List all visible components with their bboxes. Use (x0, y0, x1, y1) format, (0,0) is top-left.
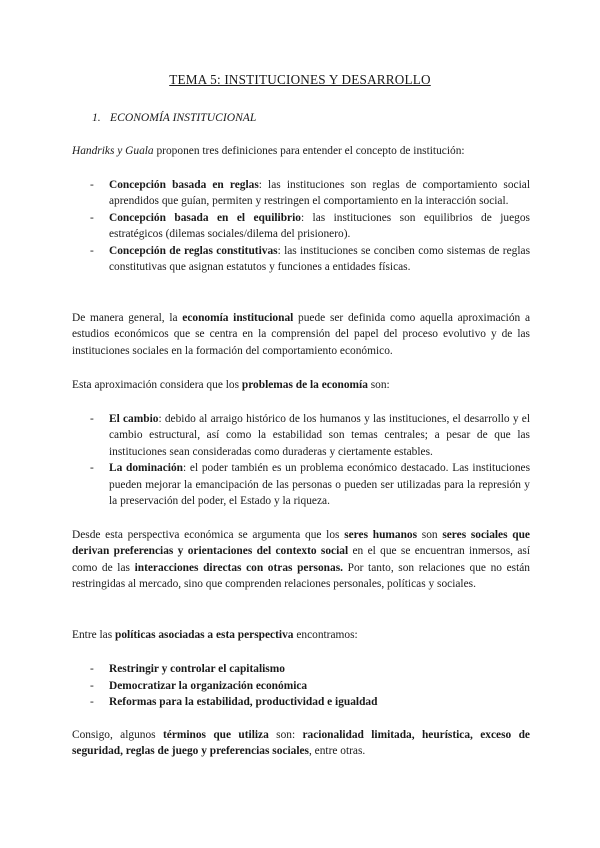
terms-bold-1: términos que utiliza (162, 729, 269, 741)
section-heading-text: ECONOMÍA INSTITUCIONAL (110, 111, 257, 124)
policies-intro-post: encontramos: (293, 629, 358, 641)
humans-text-3: en el que se encuentran inmersos, así como de las (72, 545, 530, 574)
problem-text: : el poder también es un problema económico destacado. Las instituciones pueden mejorar la emancipación de las personas o pueden ser utilizadas para la represión y la preservación del poder, el Estado y la riqueza. (109, 462, 531, 508)
problem-term: El cambio (109, 413, 159, 425)
definition-text: : las instituciones se conciben como sistemas de reglas constitutivas que asignan estatutos y funciones a entidades físicas. (109, 245, 531, 274)
policies-intro-bold: políticas asociadas a esta perspectiva (115, 629, 294, 641)
general-text-pre: De manera general, la (72, 312, 183, 324)
problems-intro-bold: problemas de la economía (241, 379, 368, 391)
problems-intro-post: son: (367, 379, 390, 391)
humans-bold-1: seres humanos (344, 529, 418, 541)
policies-list (72, 661, 530, 711)
general-bold: economía institucional (182, 312, 294, 324)
list-dash: - (90, 212, 94, 224)
problems-intro-paragraph (72, 377, 530, 393)
list-dash: - (90, 413, 94, 425)
terms-paragraph (72, 727, 530, 760)
definition-term: Concepción de reglas constitutivas (109, 245, 278, 257)
list-item (72, 243, 530, 276)
list-dash: - (90, 663, 94, 675)
humans-bold-3: interacciones directas con otras personas. (134, 561, 343, 574)
policy-item: Democratizar la organización económica (109, 679, 308, 692)
section-heading (92, 110, 256, 126)
problem-term: La dominación (109, 462, 183, 475)
list-dash: - (90, 245, 94, 257)
policy-item: Restringir y controlar el capitalismo (109, 663, 285, 675)
section-number: 1. (92, 111, 101, 124)
intro-text: proponen tres definiciones para entender el concepto de institución: (153, 145, 465, 157)
problems-list (72, 411, 530, 510)
problem-text: : debido al arraigo histórico de los humanos y las instituciones, el desarrollo y el cambio estructural, así como la estabilidad son temas centrales; a pesar de que las instituciones sean consideradas como duraderas y ciertamente estables. (109, 413, 530, 458)
terms-text-post: , entre otras. (308, 745, 366, 758)
intro-authors: Handriks y Guala (72, 145, 154, 157)
list-item (72, 460, 530, 509)
page-title: TEMA 5: INSTITUCIONES Y DESARROLLO (169, 72, 431, 87)
list-item (72, 177, 530, 210)
humans-paragraph (72, 527, 530, 593)
list-item (72, 411, 530, 460)
list-dash: - (90, 179, 94, 191)
definition-term: Concepción basada en el equilibrio (109, 212, 301, 224)
general-paragraph (72, 310, 530, 359)
list-item (72, 694, 530, 710)
policies-intro-paragraph (72, 627, 530, 643)
list-item (72, 678, 530, 694)
humans-text-4: Por tanto, son relaciones que no están restringidas al mercado, sino que comprenden relaciones personales, políticas y sociales. (72, 561, 530, 591)
general-text-post: puede ser definida como aquella aproximación a estudios económicos que se centra en la comprensión del papel del proceso evolutivo y de las instituciones sociales en la formación del comportamiento económico. (72, 312, 531, 357)
list-dash: - (90, 696, 94, 709)
list-item (72, 210, 530, 243)
definitions-list (72, 177, 530, 276)
problems-intro-pre: Esta aproximación considera que los (72, 379, 242, 391)
terms-text-pre: Consigo, algunos (72, 729, 163, 741)
policy-item: Reformas para la estabilidad, productividad e igualdad (109, 696, 378, 709)
terms-text-mid: son: (268, 729, 303, 741)
intro-paragraph (72, 143, 530, 159)
list-dash: - (90, 462, 94, 475)
humans-text-2: son (417, 529, 443, 541)
list-dash: - (90, 679, 94, 692)
definition-text: : las instituciones son reglas de comportamiento social aprendidos que guían, permiten y restringen el comportamiento en la interacción social. (109, 179, 530, 208)
definition-text: : las instituciones son equilibrios de juegos estratégicos (dilemas sociales/dilema del prisionero). (109, 212, 530, 241)
policies-intro-pre: Entre las (72, 629, 116, 641)
humans-text-1: Desde esta perspectiva económica se argumenta que los (72, 529, 345, 541)
terms-bold-2: racionalidad limitada, heurística, exceso de seguridad, reglas de juego y preferencias sociales (72, 729, 530, 758)
humans-bold-2: seres sociales que derivan preferencias y orientaciones del contexto social (72, 529, 530, 558)
list-item (72, 661, 530, 677)
definition-term: Concepción basada en reglas (109, 179, 259, 191)
